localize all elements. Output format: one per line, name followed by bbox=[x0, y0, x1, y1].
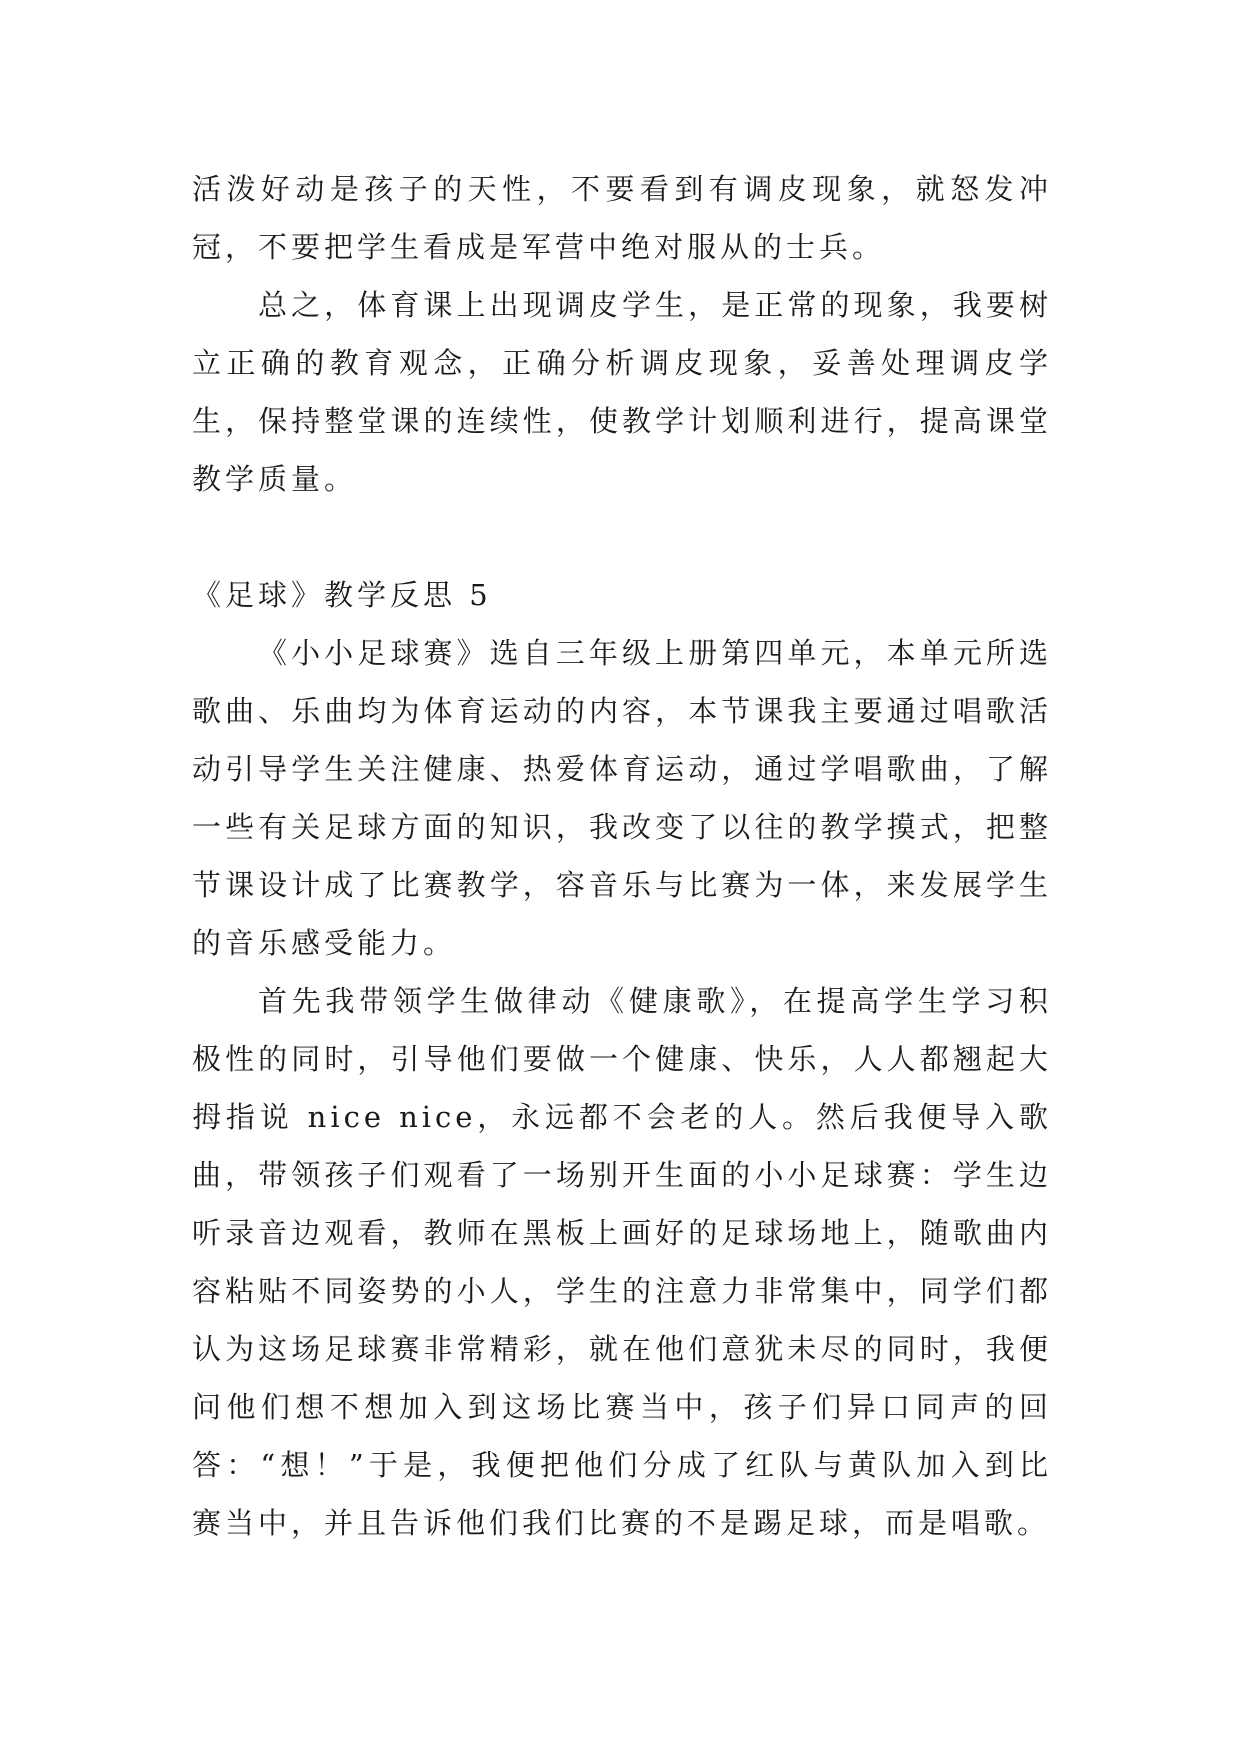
paragraph-3: 《小小足球赛》选自三年级上册第四单元，本单元所选歌曲、乐曲均为体育运动的内容，本节课我主要通过唱歌活动引导学生关注健康、热爱体育运动，通过学唱歌曲，了解一些有关足球方面的知识，我改变了以往的教学摸式，把整节课设计成了比赛教学，容音乐与比赛为一体，来发展学生的音乐感受能力。 bbox=[192, 636, 1052, 960]
section-spacer bbox=[192, 508, 1052, 566]
paragraph-4: 首先我带领学生做律动《健康歌》，在提高学生学习积极性的同时，引导他们要做一个健康、快乐，人人都翘起大拇指说 nice nice，永远都不会老的人。然后我便导入歌曲，带领孩子们观看了一场别开生面的小小足球赛：学生边听录音边观看，教师在黑板上画好的足球场地上，随歌曲内容粘贴不同姿势的小人，学生的注意力非常集中，同学们都认为这场足球赛非常精彩，就在他们意犹未尽的同时，我便问他们想不想加入到这场比赛当中，孩子们异口同声的回答：“想！”于是，我便把他们分成了红队与黄队加入到比赛当中，并且告诉他们我们比赛的不是踢足球，而是唱歌。 bbox=[192, 984, 1052, 1540]
section-heading: 《足球》教学反思 5 bbox=[192, 578, 492, 612]
paragraph-1: 活泼好动是孩子的天性，不要看到有调皮现象，就怒发冲冠，不要把学生看成是军营中绝对服从的士兵。 bbox=[192, 172, 1052, 264]
document-body bbox=[192, 160, 1052, 1552]
paragraph-2: 总之，体育课上出现调皮学生，是正常的现象，我要树立正确的教育观念，正确分析调皮现象，妥善处理调皮学生，保持整堂课的连续性，使教学计划顺利进行，提高课堂教学质量。 bbox=[192, 288, 1052, 496]
